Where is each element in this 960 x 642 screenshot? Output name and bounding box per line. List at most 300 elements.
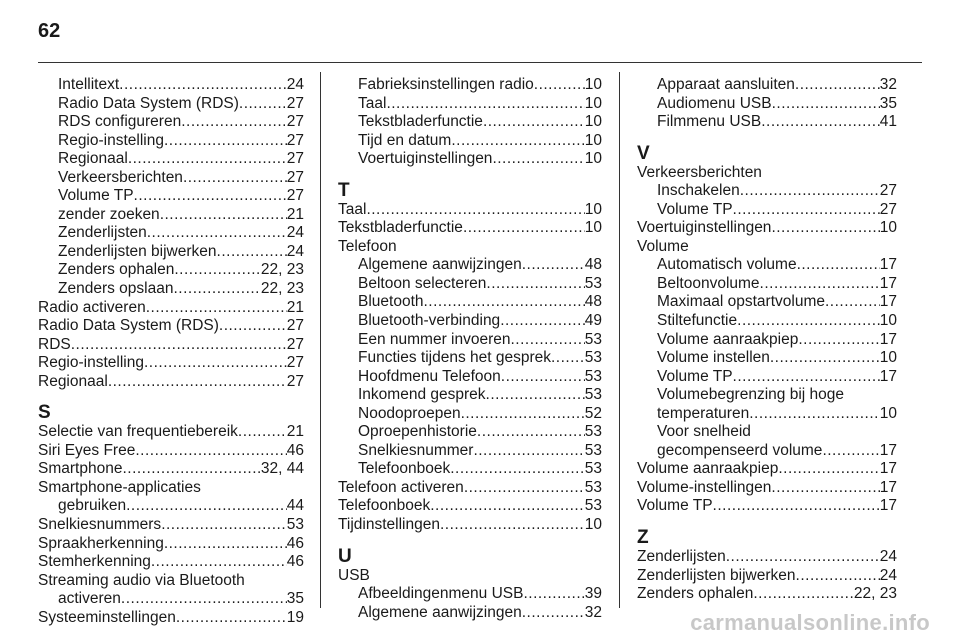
entry-label: Smartphone bbox=[38, 460, 123, 478]
index-subentry bbox=[38, 95, 304, 114]
entry-label: Tijdinstellingen bbox=[338, 516, 440, 534]
index-entry bbox=[38, 609, 304, 628]
entry-label: Maximaal opstartvolume bbox=[657, 293, 825, 311]
page-reference: 19 bbox=[286, 608, 304, 626]
index-entry bbox=[338, 479, 602, 498]
dot-leader bbox=[464, 479, 585, 498]
index-entry-heading: Streaming audio via Bluetooth bbox=[38, 571, 245, 589]
page-reference: 53 bbox=[584, 497, 602, 515]
dot-leader bbox=[522, 604, 585, 623]
index-subentry bbox=[338, 76, 602, 95]
entry-label: Volume TP bbox=[58, 187, 134, 205]
index-subentry bbox=[338, 150, 602, 169]
entry-label: Taal bbox=[338, 200, 367, 218]
dot-leader bbox=[770, 349, 880, 368]
index-entry-heading: Volume bbox=[637, 237, 689, 255]
dot-leader bbox=[483, 113, 585, 132]
page-reference: 22, 23 bbox=[260, 261, 304, 279]
dot-leader bbox=[713, 497, 880, 516]
index-subentry bbox=[338, 256, 602, 275]
dot-leader bbox=[135, 442, 286, 461]
index-subentry bbox=[338, 312, 602, 331]
page-reference: 27 bbox=[879, 200, 897, 218]
index-entry bbox=[38, 442, 304, 461]
entry-label: Beltoon selecteren bbox=[358, 274, 487, 292]
dot-leader bbox=[430, 497, 585, 516]
index-entry bbox=[38, 354, 304, 373]
dot-leader bbox=[726, 548, 880, 567]
header-rule bbox=[38, 62, 922, 63]
dot-leader bbox=[486, 275, 584, 294]
page-reference: 53 bbox=[286, 516, 304, 534]
page-reference: 27 bbox=[286, 354, 304, 372]
entry-label: Inschakelen bbox=[657, 182, 740, 200]
entry-label: Regionaal bbox=[58, 150, 128, 168]
entry-label: Radio activeren bbox=[38, 298, 146, 316]
entry-label: Tekstbladerfunctie bbox=[338, 219, 463, 237]
index-entry bbox=[338, 219, 602, 238]
index-subentry bbox=[338, 442, 602, 461]
dot-leader bbox=[733, 201, 880, 220]
index-entry bbox=[38, 317, 304, 336]
index-subentry-heading: Volumebegrenzing bij hoge bbox=[657, 386, 844, 404]
entry-label: Voertuiginstellingen bbox=[358, 150, 493, 168]
entry-label: Volume TP bbox=[637, 497, 713, 515]
entry-label: Regionaal bbox=[38, 372, 108, 390]
index-entry-heading: USB bbox=[338, 566, 370, 584]
index-subentry bbox=[637, 405, 897, 424]
entry-label: Intellitext bbox=[58, 76, 120, 93]
dot-leader bbox=[473, 442, 584, 461]
dot-leader bbox=[760, 275, 880, 294]
entry-label: Stiltefunctie bbox=[657, 312, 738, 330]
page-reference: 17 bbox=[879, 274, 897, 292]
index-entry bbox=[338, 201, 602, 220]
dot-leader bbox=[477, 423, 585, 442]
page-reference: 27 bbox=[286, 168, 304, 186]
dot-leader bbox=[798, 331, 879, 350]
dot-leader bbox=[733, 368, 880, 387]
dot-leader bbox=[461, 405, 585, 424]
page-reference: 27 bbox=[286, 94, 304, 112]
page-reference: 27 bbox=[286, 113, 304, 131]
dot-leader bbox=[146, 299, 287, 318]
dot-leader bbox=[761, 113, 880, 132]
entry-label: temperaturen bbox=[657, 404, 750, 422]
index-subentry bbox=[338, 113, 602, 132]
entry-label: activeren bbox=[58, 590, 121, 608]
index-subentry bbox=[38, 187, 304, 206]
entry-label: Algemene aanwijzingen bbox=[358, 256, 522, 274]
index-section-letter: V bbox=[637, 142, 650, 164]
dot-leader bbox=[534, 76, 585, 95]
index-subentry bbox=[637, 275, 897, 294]
page-reference: 39 bbox=[584, 585, 602, 603]
entry-label: Een nummer invoeren bbox=[358, 330, 511, 348]
entry-label: Spraakherkenning bbox=[38, 534, 164, 552]
entry-label: Volume aanraakpiep bbox=[637, 460, 779, 478]
dot-leader bbox=[463, 219, 585, 238]
entry-label: Audiomenu USB bbox=[657, 94, 772, 112]
index-entry bbox=[637, 548, 897, 567]
page-reference: 10 bbox=[584, 94, 602, 112]
index-subentry bbox=[338, 423, 602, 442]
entry-label: Zenders ophalen bbox=[58, 261, 175, 279]
entry-label: Filmmenu USB bbox=[657, 113, 762, 131]
index-subentry bbox=[338, 368, 602, 387]
page-reference: 17 bbox=[879, 478, 897, 496]
index-column-3 bbox=[637, 76, 897, 604]
dot-leader bbox=[492, 150, 584, 169]
dot-leader bbox=[500, 312, 585, 331]
dot-leader bbox=[176, 609, 287, 628]
dot-leader bbox=[386, 95, 584, 114]
dot-leader bbox=[822, 442, 879, 461]
dot-leader bbox=[511, 331, 585, 350]
page-reference: 10 bbox=[584, 516, 602, 534]
dot-leader bbox=[164, 535, 287, 554]
page-reference: 53 bbox=[584, 423, 602, 441]
page-reference: 46 bbox=[286, 441, 304, 459]
entry-label: Verkeersberichten bbox=[58, 168, 183, 186]
dot-leader bbox=[772, 95, 880, 114]
index-subentry bbox=[338, 275, 602, 294]
index-subentry bbox=[637, 442, 897, 461]
dot-leader bbox=[161, 516, 287, 535]
index-subentry bbox=[637, 312, 897, 331]
entry-label: Volume aanraakpiep bbox=[657, 330, 799, 348]
index-subentry bbox=[637, 95, 897, 114]
index-entry bbox=[637, 497, 897, 516]
page-reference: 53 bbox=[584, 349, 602, 367]
index-subentry bbox=[38, 76, 304, 95]
column-divider bbox=[320, 72, 321, 608]
page-reference: 22, 23 bbox=[853, 585, 897, 603]
page-reference: 32 bbox=[879, 76, 897, 93]
dot-leader bbox=[366, 201, 584, 220]
index-entry bbox=[637, 567, 897, 586]
index-entry bbox=[38, 516, 304, 535]
column-divider bbox=[619, 72, 620, 608]
index-subentry bbox=[637, 368, 897, 387]
page-reference: 27 bbox=[879, 182, 897, 200]
page-reference: 49 bbox=[584, 312, 602, 330]
dot-leader bbox=[749, 405, 880, 424]
page-reference: 17 bbox=[879, 497, 897, 515]
entry-label: Snelkiesnummer bbox=[358, 441, 474, 459]
dot-leader bbox=[108, 373, 287, 392]
page-reference: 27 bbox=[286, 335, 304, 353]
page-reference: 32, 44 bbox=[260, 460, 304, 478]
page-reference: 46 bbox=[286, 553, 304, 571]
dot-leader bbox=[753, 585, 854, 604]
dot-leader bbox=[174, 261, 261, 280]
dot-leader bbox=[121, 590, 287, 609]
entry-label: Tekstbladerfunctie bbox=[358, 113, 483, 131]
index-subentry bbox=[338, 460, 602, 479]
entry-label: Zenders ophalen bbox=[637, 585, 754, 603]
page-reference: 52 bbox=[584, 404, 602, 422]
entry-label: Voertuiginstellingen bbox=[637, 219, 772, 237]
dot-leader bbox=[523, 585, 584, 604]
page-number: 62 bbox=[38, 20, 61, 42]
entry-label: Inkomend gesprek bbox=[358, 386, 486, 404]
page-reference: 24 bbox=[286, 224, 304, 242]
index-entry bbox=[338, 497, 602, 516]
page-reference: 24 bbox=[286, 76, 304, 93]
page-reference: 24 bbox=[286, 242, 304, 260]
index-subentry bbox=[338, 585, 602, 604]
page-reference: 44 bbox=[286, 497, 304, 515]
page-reference: 48 bbox=[584, 256, 602, 274]
entry-label: Volume-instellingen bbox=[637, 478, 772, 496]
page-reference: 53 bbox=[584, 367, 602, 385]
index-entry bbox=[637, 219, 897, 238]
dot-leader bbox=[501, 368, 585, 387]
entry-label: Volume TP bbox=[657, 367, 733, 385]
index-subentry bbox=[637, 182, 897, 201]
dot-leader bbox=[778, 460, 879, 479]
page-reference: 17 bbox=[879, 441, 897, 459]
index-column-2 bbox=[338, 76, 602, 622]
page-reference: 10 bbox=[879, 404, 897, 422]
dot-leader bbox=[522, 256, 585, 275]
index-entry bbox=[38, 423, 304, 442]
page-reference: 53 bbox=[584, 330, 602, 348]
page-reference: 24 bbox=[879, 566, 897, 584]
dot-leader bbox=[825, 293, 880, 312]
page-reference: 21 bbox=[286, 423, 304, 441]
index-subentry bbox=[338, 293, 602, 312]
index-subentry bbox=[637, 331, 897, 350]
dot-leader bbox=[126, 497, 287, 516]
page-reference: 10 bbox=[584, 76, 602, 93]
dot-leader bbox=[181, 113, 287, 132]
page-reference: 22, 23 bbox=[260, 280, 304, 298]
index-entry bbox=[637, 479, 897, 498]
entry-label: Hoofdmenu Telefoon bbox=[358, 367, 501, 385]
index-subentry bbox=[38, 132, 304, 151]
entry-label: Siri Eyes Free bbox=[38, 441, 136, 459]
index-subentry bbox=[38, 150, 304, 169]
index-subentry bbox=[637, 76, 897, 95]
index-entry bbox=[637, 460, 897, 479]
index-entry bbox=[38, 553, 304, 572]
page-reference: 10 bbox=[879, 312, 897, 330]
page-reference: 53 bbox=[584, 386, 602, 404]
dot-leader bbox=[424, 293, 585, 312]
page-reference: 48 bbox=[584, 293, 602, 311]
page-reference: 32 bbox=[584, 603, 602, 621]
index-section-letter: U bbox=[338, 545, 352, 567]
index-subentry bbox=[637, 293, 897, 312]
entry-label: RDS bbox=[38, 335, 71, 353]
page-reference: 17 bbox=[879, 256, 897, 274]
page-reference: 10 bbox=[584, 219, 602, 237]
index-section-letter: S bbox=[38, 402, 51, 424]
entry-label: Afbeeldingenmenu USB bbox=[358, 585, 524, 603]
entry-label: Automatisch volume bbox=[657, 256, 797, 274]
page-reference: 53 bbox=[584, 441, 602, 459]
index-entry bbox=[38, 460, 304, 479]
index-subentry bbox=[38, 497, 304, 516]
dot-leader bbox=[771, 479, 879, 498]
index-subentry bbox=[338, 331, 602, 350]
entry-label: Bluetooth-verbinding bbox=[358, 312, 501, 330]
entry-label: Algemene aanwijzingen bbox=[358, 603, 522, 621]
dot-leader bbox=[486, 386, 585, 405]
entry-label: Regio-instelling bbox=[58, 131, 164, 149]
entry-label: Selectie van frequentiebereik bbox=[38, 423, 238, 441]
dot-leader bbox=[217, 243, 287, 262]
page-reference: 21 bbox=[286, 298, 304, 316]
entry-label: Noodoproepen bbox=[358, 404, 461, 422]
page-reference: 17 bbox=[879, 367, 897, 385]
page-reference: 41 bbox=[879, 113, 897, 131]
index-entry-heading: Verkeersberichten bbox=[637, 163, 762, 181]
entry-label: Beltoonvolume bbox=[657, 274, 760, 292]
index-subentry bbox=[637, 201, 897, 220]
index-subentry bbox=[38, 113, 304, 132]
index-subentry bbox=[38, 224, 304, 243]
dot-leader bbox=[795, 76, 880, 95]
dot-leader bbox=[147, 224, 287, 243]
entry-label: Telefoon activeren bbox=[338, 478, 464, 496]
page-reference: 35 bbox=[879, 94, 897, 112]
dot-leader bbox=[796, 567, 880, 586]
entry-label: gecompenseerd volume bbox=[657, 441, 823, 459]
entry-label: Tijd en datum bbox=[358, 131, 452, 149]
index-column-1 bbox=[38, 76, 304, 627]
index-subentry bbox=[338, 95, 602, 114]
dot-leader bbox=[450, 460, 585, 479]
page-reference: 35 bbox=[286, 590, 304, 608]
page-reference: 10 bbox=[879, 219, 897, 237]
dot-leader bbox=[134, 187, 287, 206]
entry-label: Zenderlijsten bbox=[58, 224, 147, 242]
page-reference: 21 bbox=[286, 205, 304, 223]
index-subentry bbox=[338, 349, 602, 368]
dot-leader bbox=[440, 516, 585, 535]
entry-label: Oproepenhistorie bbox=[358, 423, 477, 441]
index-entry bbox=[338, 516, 602, 535]
index-entry bbox=[38, 373, 304, 392]
page-reference: 53 bbox=[584, 460, 602, 478]
index-section-letter: Z bbox=[637, 527, 649, 549]
page-reference: 24 bbox=[879, 548, 897, 566]
dot-leader bbox=[128, 150, 287, 169]
index-subentry bbox=[38, 280, 304, 299]
index-subentry bbox=[38, 590, 304, 609]
index-entry-heading: Smartphone-applicaties bbox=[38, 478, 201, 496]
dot-leader bbox=[551, 349, 585, 368]
dot-leader bbox=[144, 354, 287, 373]
entry-label: Volume TP bbox=[657, 200, 733, 218]
entry-label: Functies tijdens het gesprek bbox=[358, 349, 551, 367]
page-reference: 27 bbox=[286, 317, 304, 335]
index-entry bbox=[38, 299, 304, 318]
dot-leader bbox=[737, 312, 880, 331]
dot-leader bbox=[771, 219, 879, 238]
dot-leader bbox=[164, 132, 287, 151]
dot-leader bbox=[119, 76, 287, 95]
index-entry-heading: Telefoon bbox=[338, 237, 397, 255]
index-subentry bbox=[637, 113, 897, 132]
dot-leader bbox=[71, 336, 287, 355]
entry-label: Telefoonboek bbox=[358, 460, 451, 478]
index-entry bbox=[38, 336, 304, 355]
entry-label: Snelkiesnummers bbox=[38, 516, 162, 534]
entry-label: Zenders opslaan bbox=[58, 280, 174, 298]
page-reference: 10 bbox=[584, 113, 602, 131]
index-subentry bbox=[338, 604, 602, 623]
entry-label: Zenderlijsten bbox=[637, 548, 726, 566]
entry-label: RDS configureren bbox=[58, 113, 182, 131]
page-reference: 46 bbox=[286, 534, 304, 552]
entry-label: Stemherkenning bbox=[38, 553, 151, 571]
page-reference: 17 bbox=[879, 460, 897, 478]
page-reference: 27 bbox=[286, 150, 304, 168]
page-reference: 17 bbox=[879, 293, 897, 311]
entry-label: gebruiken bbox=[58, 497, 127, 515]
index-subentry-heading: Voor snelheid bbox=[657, 423, 751, 441]
index-subentry bbox=[38, 169, 304, 188]
entry-label: Zenderlijsten bijwerken bbox=[58, 242, 217, 260]
index-entry bbox=[38, 535, 304, 554]
page-reference: 27 bbox=[286, 372, 304, 390]
entry-label: Taal bbox=[358, 94, 387, 112]
page-reference: 10 bbox=[584, 131, 602, 149]
dot-leader bbox=[122, 460, 260, 479]
index-subentry bbox=[38, 261, 304, 280]
dot-leader bbox=[219, 317, 287, 336]
dot-leader bbox=[173, 280, 260, 299]
page-reference: 10 bbox=[584, 150, 602, 168]
index-subentry bbox=[338, 132, 602, 151]
dot-leader bbox=[183, 169, 287, 188]
entry-label: Radio Data System (RDS) bbox=[38, 317, 219, 335]
dot-leader bbox=[740, 182, 880, 201]
entry-label: Regio-instelling bbox=[38, 354, 144, 372]
dot-leader bbox=[797, 256, 880, 275]
entry-label: Systeeminstellingen bbox=[38, 608, 176, 626]
index-subentry bbox=[338, 405, 602, 424]
entry-label: Apparaat aansluiten bbox=[657, 76, 795, 93]
page-reference: 10 bbox=[584, 200, 602, 218]
entry-label: Telefoonboek bbox=[338, 497, 431, 515]
entry-label: zender zoeken bbox=[58, 205, 160, 223]
index-entry bbox=[637, 585, 897, 604]
index-subentry bbox=[637, 256, 897, 275]
page-reference: 10 bbox=[879, 349, 897, 367]
index-subentry bbox=[38, 206, 304, 225]
dot-leader bbox=[160, 206, 287, 225]
index-subentry bbox=[38, 243, 304, 262]
dot-leader bbox=[151, 553, 287, 572]
entry-label: Volume instellen bbox=[657, 349, 770, 367]
page-reference: 17 bbox=[879, 330, 897, 348]
index-subentry bbox=[338, 386, 602, 405]
entry-label: Radio Data System (RDS) bbox=[58, 94, 239, 112]
dot-leader bbox=[239, 95, 287, 114]
entry-label: Fabrieksinstellingen radio bbox=[358, 76, 534, 93]
index-section-letter: T bbox=[338, 179, 350, 201]
entry-label: Zenderlijsten bijwerken bbox=[637, 566, 796, 584]
page-reference: 53 bbox=[584, 274, 602, 292]
entry-label: Bluetooth bbox=[358, 293, 424, 311]
watermark: carmanualsonline.info bbox=[690, 610, 930, 635]
page-reference: 27 bbox=[286, 187, 304, 205]
